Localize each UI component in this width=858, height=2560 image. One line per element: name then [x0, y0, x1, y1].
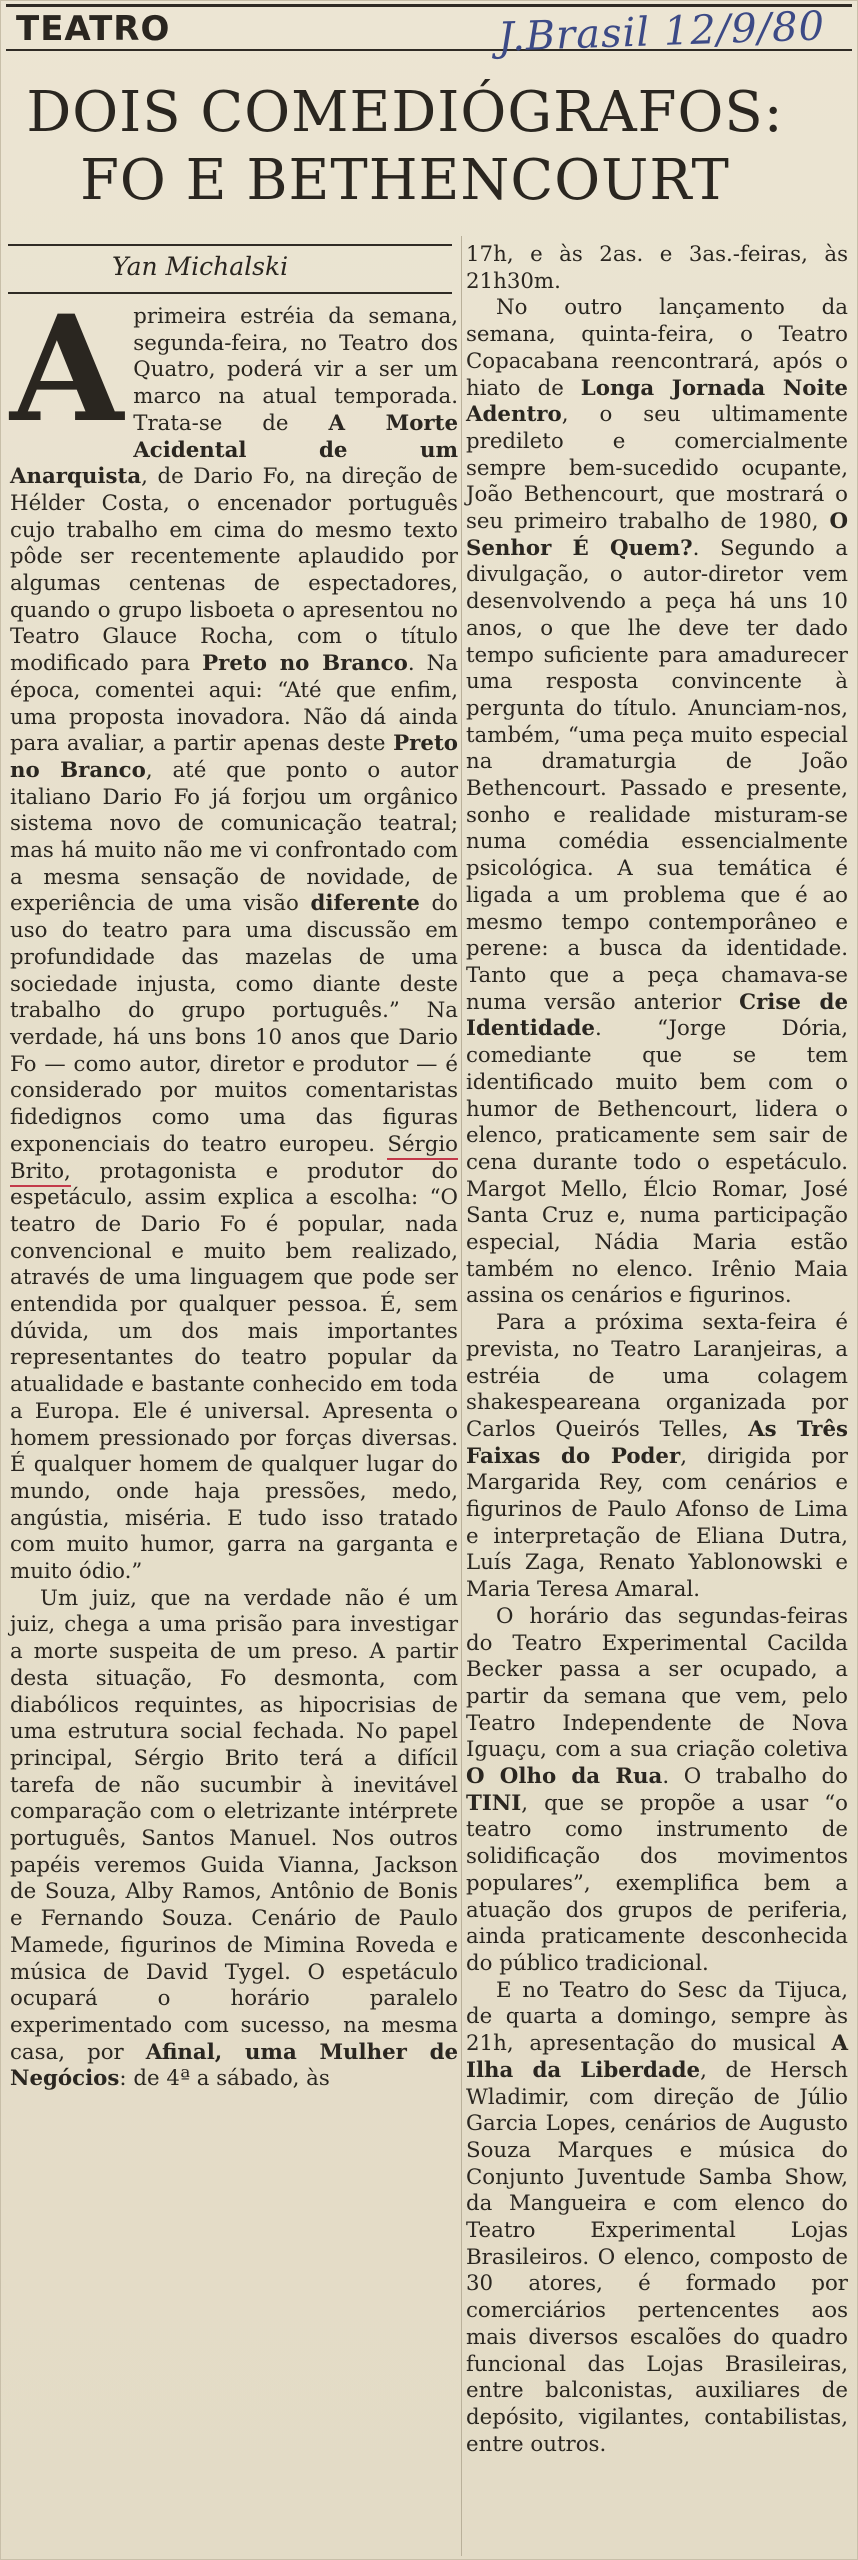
headline-line-2: FO E BETHENCOURT — [80, 148, 730, 213]
text-run: . “Jorge Dória, comediante que se tem identificado muito bem com o humor de Bethencourt, lidera o elenco, praticamente sem sair de cena durante todo o espetáculo. Margot Mello, Élcio Romar, José Santa Cruz e, numa participação especial, Nádia Maria estão também no elenco. Irênio Maia assina os cenários e figurinos. — [466, 1016, 848, 1309]
text-run: No outro lançamento da semana, quinta-feira, o Teatro Copacabana reencontrará, após o hiato de — [466, 295, 848, 401]
text-run: Um juiz, que na verdade não é um juiz, chega a uma prisão para investigar a morte suspeita de um preso. A partir desta situação, Fo desmonta, com diabólicos requintes, as hipocrisias de uma estrutura social fechada. No papel principal, Sérgio Brito terá a difícil tarefa de não sucumbir à inevitável comparação com o eletrizante intérprete português, Santos Manuel. Nos outros papéis veremos Guida Vianna, Jackson de Souza, Alby Ramos, Antônio de Bonis e Fernando Souza. Cenário de Paulo Mamede, figurinos de Mimina Roveda e música de David Tygel. O espetáculo ocupará o horário paralelo experimentado com sucesso, na mesma casa, por — [10, 1585, 458, 2065]
paragraph-left-1 — [10, 284, 459, 1586]
text-run: , dirigida por Margarida Rey, com cenários e figurinos de Paulo Afonso de Lima e interpretação de Eliana Dutra, Luís Zaga, Renato Yablonowski e Maria Teresa Amaral. — [466, 1443, 848, 1603]
paragraph-right-3 — [466, 1604, 848, 1978]
work-title: Afinal, uma Mulher de Negócios — [10, 2039, 459, 2092]
text-run: , o seu ultimamente predileto e comercialmente sempre bem-sucedido ocupante, João Bethencourt, que mostrará o seu primeiro trabalho de 1980, — [466, 402, 848, 535]
headline-line-1: DOIS COMEDIÓGRAFOS: — [26, 80, 784, 145]
column-divider — [461, 236, 462, 2556]
byline: Yan Michalski — [112, 252, 289, 281]
text-run: protagonista e produtor do espetáculo, assim explica a escolha: “O teatro de Dario Fo é popular, nada convencional e muito bem realizado, através de uma linguagem que pode ser entendida por qualquer pessoa. É, sem dúvida, um dos mais importantes representantes do teatro popular da atualidade e bastante conhecido em toda a Europa. Ele é universal. Apresenta o homem pressionado por forças diversas. É qualquer homem de qualquer lugar do mundo, onde haja pressões, medo, angústia, miséria. E tudo isso tratado com muito humor, garra na garganta e muito ódio.” — [10, 1158, 458, 1585]
text-run: , de Dario Fo, na direção de Hélder Costa, o encenador português cujo trabalho em cima do mesmo texto pôde ser recentemente aplaudido por algumas centenas de espectadores, quando o grupo lisboeta o apresentou no Teatro Glauce Rocha, com o título modificado para — [10, 464, 458, 677]
text-run: , de Hersch Wladimir, com direção de Júlio Garcia Lopes, cenários de Augusto Souza Marques e música do Conjunto Juventude Samba Show, da Mangueira e com elenco do Teatro Experimental Lojas Brasileiros. O elenco, composto de 30 atores, é formado por comerciários pertencentes aos mais diversos escalões do quadro funcional das Lojas Brasileiras, entre balconistas, auxiliares de depósito, vigilantes, contabilistas, entre outros. — [466, 2057, 848, 2457]
text-run: . Segundo a divulgação, o autor-diretor vem desenvolvendo a peça há uns 10 anos, o que lhe deve ter dado tempo suficiente para amadurecer uma resposta convincente à pergunta do título. Anunciam-nos, também, “uma peça muito especial na dramaturgia de João Bethencourt. Passado e presente, sonho e realidade misturam-se numa comédia essencialmente psicológica. A sua temática é ligada a um problema que é ao mesmo tempo contemporâneo e perene: a busca da identidade. Tanto que a peça chamava-se numa versão anterior — [466, 535, 848, 1015]
work-title: Preto no Branco — [202, 651, 408, 677]
underlined-name-sergio-brito: Sérgio Brito, — [10, 1132, 458, 1187]
text-run: O horário das segundas-feiras do Teatro Experimental Cacilda Becker passa a ser ocupado, a partir da semana que vem, pelo Teatro Independente de Nova Iguaçu, com a sua criação coletiva — [466, 1603, 848, 1763]
emphasis: diferente — [310, 891, 420, 917]
work-title: Longa Jornada Noite Adentro — [466, 375, 848, 428]
work-title: Preto no Branco — [10, 731, 458, 783]
drop-cap: A — [10, 284, 124, 455]
text-run: primeira estréia da semana, segunda-feira, no Teatro dos Quatro, poderá vir a ser um marco na atual temporada. Trata-se de — [133, 304, 458, 436]
group-acronym: TINI — [466, 1790, 522, 1816]
work-title: Crise de Identidade — [466, 989, 848, 1042]
byline-rule-top — [8, 244, 452, 246]
paragraph-right-1 — [466, 295, 848, 1310]
work-title: A Ilha da Liberdade — [466, 2031, 848, 2083]
paragraph-right-2 — [466, 1310, 848, 1604]
work-title: O Senhor É Quem? — [466, 509, 848, 561]
paragraph-right-4 — [466, 1978, 848, 2459]
paragraph-left-2 — [10, 1586, 458, 2093]
text-run: , até que ponto o autor italiano Dario Fo já forjou um orgânico sistema novo de comunicação teatral; mas há muito não me vi confrontado com a mesma sensação de novidade, de experiência de uma visão — [10, 757, 458, 917]
text-run: E no Teatro do Sesc da Tijuca, de quarta a domingo, sempre às 21h, apresentação do musical — [466, 1977, 848, 2057]
text-run: do uso do teatro para uma discussão em profundidade das mazelas de uma sociedade injusta, como diante deste trabalho do grupo português.” Na verdade, há uns bons 10 anos que Dario Fo — como autor, diretor e produtor — é considerado por muitos comentaristas fidedignos como uma das figuras exponenciais do teatro europeu. — [10, 891, 458, 1157]
work-title: A Morte Acidental de um Anarquista — [10, 410, 459, 490]
article-column-left — [10, 284, 459, 2093]
text-run: . Na época, comentei aqui: “Até que enfim, uma proposta inovadora. Não dá ainda para avaliar, a partir apenas deste — [10, 651, 459, 757]
section-header-band — [6, 3, 852, 61]
text-run: Para a próxima sexta-feira é prevista, no Teatro Laranjeiras, a estréia de uma colagem shakespeareana organizada por Carlos Queirós Telles, — [466, 1310, 848, 1442]
section-label: TEATRO — [16, 9, 171, 49]
work-title: O Olho da Rua — [466, 1764, 663, 1790]
text-run: , que se propõe a usar “o teatro como instrumento de solidificação dos movimentos populares”, exemplifica bem a atuação dos grupos de periferia, ainda praticamente desconhecida do público tradicional. — [466, 1790, 848, 1976]
article-column-right — [466, 242, 848, 2458]
work-title: As Três Faixas do Poder — [466, 1416, 848, 1469]
handwritten-date-note: J.Brasil 12/9/80 — [497, 3, 826, 61]
text-run: . O trabalho do — [662, 1764, 848, 1790]
text-run: : de 4ª a sábado, às — [119, 2066, 330, 2092]
paragraph-right-0: 17h, e às 2as. e 3as.-feiras, às 21h30m. — [466, 242, 848, 294]
